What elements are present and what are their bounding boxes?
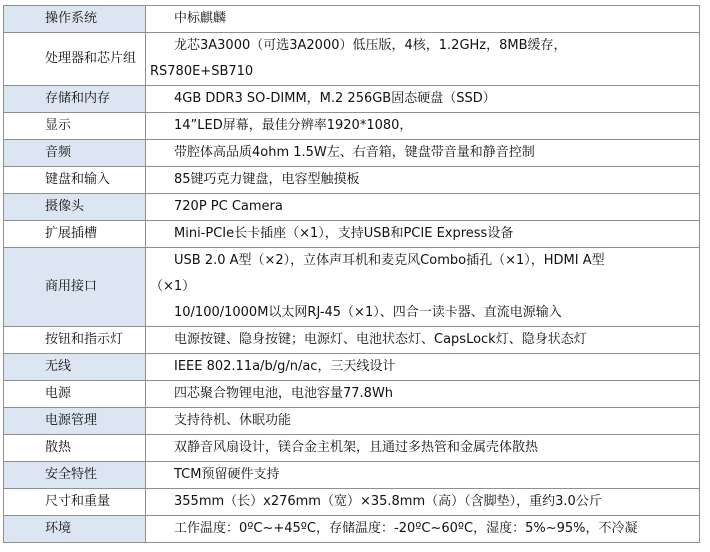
spec-value [146,354,700,381]
spec-value-line: 355mm（长）x276mm（宽）×35.8mm（高）（含脚垫），重约3.0公斤 [174,494,602,509]
spec-value-line: 10/100/1000M以太网RJ-45（×1）、四合一读卡器、直流电源输入 [174,305,562,320]
spec-key: 键盘和输入 [4,167,146,194]
spec-value-line: 带腔体高品质4ohm 1.5W左、右音箱，键盘带音量和静音控制 [174,145,535,160]
spec-key: 摄像头 [4,194,146,221]
spec-key: 环境 [4,516,146,543]
spec-value [146,462,700,489]
spec-row [4,248,700,327]
spec-row [4,489,700,516]
spec-key: 商用接口 [4,248,146,327]
spec-key: 音频 [4,140,146,167]
spec-table-body [4,6,700,543]
spec-row [4,167,700,194]
spec-table [3,5,700,543]
spec-value [146,113,700,140]
spec-value-line: IEEE 802.11a/b/g/n/ac，三天线设计 [174,359,396,374]
spec-value [146,33,700,86]
spec-value-line: 14”LED屏幕，最佳分辨率1920*1080， [174,118,413,133]
spec-value [146,86,700,113]
spec-value [146,221,700,248]
spec-value [146,248,700,327]
spec-row [4,462,700,489]
spec-value-line: 支持待机、休眠功能 [174,413,292,428]
spec-value-line: （×1） [150,279,196,294]
spec-row [4,140,700,167]
spec-value-line: 龙芯3A3000（可选3A2000）低压版，4核，1.2GHz，8MB缓存， [174,38,567,53]
spec-value [146,167,700,194]
spec-key: 电源管理 [4,408,146,435]
spec-value [146,489,700,516]
spec-value-line: 四芯聚合物锂电池，电池容量77.8Wh [174,386,394,401]
spec-row [4,354,700,381]
spec-key: 尺寸和重量 [4,489,146,516]
spec-key: 显示 [4,113,146,140]
spec-row [4,516,700,543]
spec-value-line: USB 2.0 A型（×2），立体声耳机和麦克风Combo插孔（×1），HDMI A型 [174,253,605,268]
spec-row [4,194,700,221]
spec-row [4,86,700,113]
spec-row [4,33,700,86]
spec-value-line: 中标麒麟 [174,11,227,26]
spec-key: 操作系统 [4,6,146,33]
spec-row [4,327,700,354]
spec-value-line: Mini-PCIe长卡插座（×1），支持USB和PCIE Express设备 [174,226,514,241]
spec-row [4,435,700,462]
spec-key: 存储和内存 [4,86,146,113]
spec-value-line: RS780E+SB710 [150,64,254,79]
spec-value-line: 电源按键、隐身按键；电源灯、电池状态灯、CapsLock灯、隐身状态灯 [174,332,587,347]
spec-key: 处理器和芯片组 [4,33,146,86]
spec-value [146,516,700,543]
spec-row [4,408,700,435]
spec-row [4,221,700,248]
spec-value [146,327,700,354]
spec-value-line: 85键巧克力键盘，电容型触摸板 [174,172,360,187]
spec-value [146,140,700,167]
spec-value [146,194,700,221]
spec-value-line: 720P PC Camera [174,199,283,214]
spec-key: 安全特性 [4,462,146,489]
spec-key: 电源 [4,381,146,408]
spec-value-line: TCM预留硬件支持 [174,467,280,482]
spec-row [4,113,700,140]
spec-value [146,6,700,33]
spec-key: 无线 [4,354,146,381]
spec-value [146,408,700,435]
spec-row [4,6,700,33]
spec-value [146,381,700,408]
spec-key: 扩展插槽 [4,221,146,248]
spec-row [4,381,700,408]
spec-key: 按钮和指示灯 [4,327,146,354]
spec-value-line: 双静音风扇设计，镁合金主机架，且通过多热管和金属壳体散热 [174,440,539,455]
spec-value-line: 4GB DDR3 SO-DIMM，M.2 256GB固态硬盘（SSD） [174,91,496,106]
spec-value [146,435,700,462]
spec-value-line: 工作温度：0ºC~+45ºC，存储温度：-20ºC~60ºC，湿度：5%~95%，不冷凝 [174,521,638,536]
spec-key: 散热 [4,435,146,462]
